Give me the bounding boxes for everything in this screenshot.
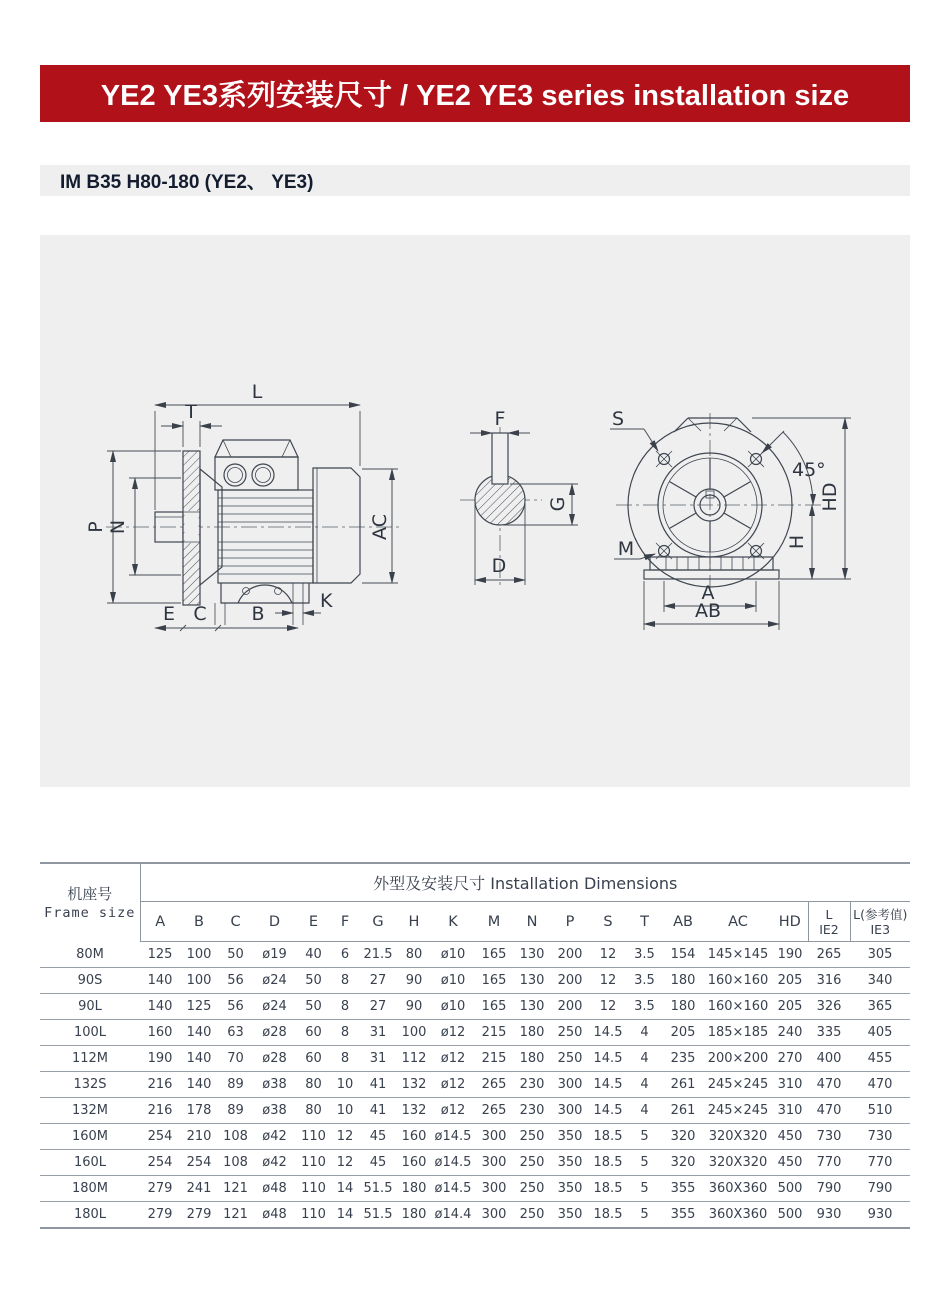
dimension-cell: 178 [180,1098,218,1124]
dimension-cell: 140 [140,994,180,1020]
dimension-cell: 245×245 [704,1072,772,1098]
dimension-cell: 140 [180,1020,218,1046]
dimension-cell: 5 [627,1124,662,1150]
dimension-cell: 90 [397,994,431,1020]
dimension-cell: 160 [140,1020,180,1046]
dimension-cell: 470 [808,1072,850,1098]
dimension-cell: 300 [475,1150,513,1176]
dimension-cell: 45 [359,1124,397,1150]
dimension-cell: 254 [140,1150,180,1176]
dimension-cell: 320X320 [704,1124,772,1150]
dimension-cell: 230 [513,1098,551,1124]
dimension-cell: 89 [218,1072,253,1098]
dimension-cell: ø12 [431,1020,475,1046]
col-header-hd: HD [772,902,808,942]
dimension-cell: 215 [475,1020,513,1046]
dimension-cell: 12 [589,942,627,968]
table-row [40,1098,910,1124]
frame-size-cell: 132M [40,1098,140,1124]
dimension-cell: 14.5 [589,1098,627,1124]
dimension-cell: 132 [397,1098,431,1124]
dimension-cell: 250 [513,1124,551,1150]
dimension-cell: 130 [513,968,551,994]
dimension-cell: ø12 [431,1072,475,1098]
dim-label-s: S [611,408,625,430]
dimension-cell: 770 [850,1150,910,1176]
dimension-cell: 165 [475,968,513,994]
col-header-l-ie3 [850,902,910,942]
dim-label-ab: AB [694,600,722,622]
dimension-cell: 108 [218,1124,253,1150]
dimension-cell: 18.5 [589,1124,627,1150]
table-row [40,1124,910,1150]
dimension-cell: 140 [140,968,180,994]
dimension-cell: 279 [140,1176,180,1202]
dimension-cell: 4 [627,1072,662,1098]
dimension-cell: 320 [662,1124,704,1150]
dimension-cell: 130 [513,942,551,968]
dimension-cell: 6 [331,942,359,968]
dimension-cell: 510 [850,1098,910,1124]
page-title-banner [40,65,910,122]
dimension-cell: 250 [551,1020,589,1046]
dimension-cell: 12 [589,968,627,994]
dimension-cell: 140 [180,1046,218,1072]
table-row [40,1072,910,1098]
dimension-cell: 190 [772,942,808,968]
dimension-cell: ø10 [431,942,475,968]
col-header-ac: AC [704,902,772,942]
col-header-p: P [551,902,589,942]
dimension-cell: 470 [850,1072,910,1098]
dimension-cell: 300 [475,1176,513,1202]
dimension-cell: 160×160 [704,968,772,994]
dimension-cell: 50 [218,942,253,968]
table-row [40,942,910,968]
dimension-cell: 125 [180,994,218,1020]
col-header-b: B [180,902,218,942]
table-row [40,1046,910,1072]
dimension-cell: 300 [475,1202,513,1229]
dimension-cell: 31 [359,1020,397,1046]
dimension-cell: 300 [475,1124,513,1150]
dimension-cell: 4 [627,1020,662,1046]
dimension-cell: 8 [331,1046,359,1072]
dimension-cell: 470 [808,1098,850,1124]
dim-label-angle: 45° [792,459,826,481]
col-header-f: F [331,902,359,942]
dimensions-table-body [40,942,910,1229]
dimension-cell: 41 [359,1072,397,1098]
dimension-cell: 121 [218,1202,253,1229]
dimension-cell: 56 [218,994,253,1020]
dimension-cell: 930 [808,1202,850,1229]
dimension-cell: 12 [589,994,627,1020]
dimension-cell: 165 [475,942,513,968]
dim-label-n: N [107,519,129,535]
dimension-cell: 300 [551,1098,589,1124]
motor-front-view [610,408,851,630]
dim-label-k: K [320,590,333,612]
dimension-cell: 250 [513,1150,551,1176]
dimension-cell: 265 [475,1098,513,1124]
dimension-cell: 305 [850,942,910,968]
dimension-cell: 215 [475,1046,513,1072]
dimension-cell: 270 [772,1046,808,1072]
dimension-cell: 400 [808,1046,850,1072]
dimension-cell: 180 [397,1202,431,1229]
col-header-k: K [431,902,475,942]
table-row [40,968,910,994]
dimension-cell: 5 [627,1202,662,1229]
dimension-cell: 108 [218,1150,253,1176]
shaft-section-view [460,408,578,589]
frame-size-header-zh: 机座号 [67,884,113,903]
l-ie2-top: L [825,906,833,922]
dimension-cell: 8 [331,1020,359,1046]
dimension-cell: 89 [218,1098,253,1124]
dimension-cell: ø42 [253,1150,296,1176]
dimension-cell: 790 [850,1176,910,1202]
dimension-cell: 450 [772,1150,808,1176]
dim-label-g: G [547,496,569,512]
dimension-cell: 14 [331,1202,359,1229]
dimension-cell: 185×185 [704,1020,772,1046]
col-header-ab: AB [662,902,704,942]
dimension-cell: 5 [627,1176,662,1202]
col-header-g: G [359,902,397,942]
dimension-cell: 80 [296,1098,331,1124]
dim-label-b: B [251,603,265,625]
dimension-cell: 14.5 [589,1072,627,1098]
dimension-cell: 45 [359,1150,397,1176]
frame-size-header-en: Frame size [44,904,136,921]
dimension-cell: 10 [331,1098,359,1124]
dimension-cell: 100 [397,1020,431,1046]
dimension-cell: 250 [513,1176,551,1202]
dimension-cell: 200 [551,968,589,994]
dimension-cell: 154 [662,942,704,968]
frame-size-header [40,863,140,942]
installation-drawing [40,235,910,787]
dimension-cell: 254 [180,1150,218,1176]
dimension-cell: 350 [551,1202,589,1229]
frame-size-cell: 90S [40,968,140,994]
col-header-c: C [218,902,253,942]
dimension-cell: 500 [772,1202,808,1229]
table-row [40,994,910,1020]
dimension-cell: 450 [772,1124,808,1150]
dimension-cell: 18.5 [589,1176,627,1202]
dimension-cell: 14 [331,1176,359,1202]
technical-drawing-panel [40,235,910,787]
dimension-cell: ø38 [253,1098,296,1124]
dimension-cell: 241 [180,1176,218,1202]
dimension-cell: 265 [475,1072,513,1098]
dimension-cell: 18.5 [589,1202,627,1229]
dimension-cell: 250 [513,1202,551,1229]
dimension-cell: 130 [513,994,551,1020]
installation-dimensions-header: 外型及安装尺寸 Installation Dimensions [140,863,910,902]
frame-size-cell: 132S [40,1072,140,1098]
dimension-cell: 50 [296,994,331,1020]
dimension-cell: 10 [331,1072,359,1098]
dimension-cell: 41 [359,1098,397,1124]
dimension-cell: 180 [397,1176,431,1202]
dimension-cell: 21.5 [359,942,397,968]
dimension-cell: 3.5 [627,942,662,968]
dimension-cell: 5 [627,1150,662,1176]
dimension-cell: ø10 [431,968,475,994]
dimension-cell: 8 [331,994,359,1020]
dimension-cell: 145×145 [704,942,772,968]
dimension-cell: 320 [662,1150,704,1176]
dimension-cell: ø12 [431,1098,475,1124]
dimension-cell: 180 [513,1046,551,1072]
l-ie3-top: L(参考值) [853,906,908,922]
dimension-cell: 205 [772,968,808,994]
dimension-cell: 12 [331,1150,359,1176]
motor-side-view [85,381,402,631]
dimension-cell: 200 [551,994,589,1020]
dimension-cell: 210 [180,1124,218,1150]
dim-label-m: M [617,538,635,560]
dimension-cell: 730 [850,1124,910,1150]
dimension-cell: 261 [662,1098,704,1124]
dimension-cell: 160×160 [704,994,772,1020]
dimension-cell: 4 [627,1046,662,1072]
dimension-cell: 121 [218,1176,253,1202]
dimension-cell: ø48 [253,1202,296,1229]
dim-label-a: A [701,582,715,604]
dimension-cell: 160 [397,1124,431,1150]
dimension-cell: 110 [296,1150,331,1176]
dimension-cell: 18.5 [589,1150,627,1176]
dimension-cell: 140 [180,1072,218,1098]
dimension-cell: 110 [296,1202,331,1229]
col-header-l-ie2 [808,902,850,942]
frame-size-cell: 160M [40,1124,140,1150]
dim-label-l: L [251,381,263,403]
dimension-cell: 27 [359,994,397,1020]
col-header-h: H [397,902,431,942]
dimension-cell: 326 [808,994,850,1020]
dimension-cell: 200×200 [704,1046,772,1072]
dimension-cell: 90 [397,968,431,994]
dimension-cell: 12 [331,1124,359,1150]
table-row [40,1150,910,1176]
dimension-cell: 110 [296,1124,331,1150]
dimension-cell: 455 [850,1046,910,1072]
dimension-cell: 63 [218,1020,253,1046]
dimension-cell: 3.5 [627,968,662,994]
dimension-cell: 405 [850,1020,910,1046]
frame-size-cell: 180M [40,1176,140,1202]
col-header-a: A [140,902,180,942]
dimension-cell: 350 [551,1124,589,1150]
dimension-cell: 200 [551,942,589,968]
dimension-cell: 360X360 [704,1202,772,1229]
dimension-cell: 125 [140,942,180,968]
dimension-cell: 51.5 [359,1176,397,1202]
dimension-cell: 112 [397,1046,431,1072]
dimension-cell: 240 [772,1020,808,1046]
dimension-cell: ø19 [253,942,296,968]
frame-size-cell: 112M [40,1046,140,1072]
dimension-cell: 216 [140,1072,180,1098]
dimension-cell: 300 [551,1072,589,1098]
dimension-cell: 60 [296,1020,331,1046]
dimension-cell: 14.5 [589,1046,627,1072]
dimension-cell: 180 [662,994,704,1020]
col-header-d: D [253,902,296,942]
l-ie2-bottom: IE2 [819,921,839,937]
dimension-cell: 80 [397,942,431,968]
dimension-cell: 250 [551,1046,589,1072]
dimension-cell: 110 [296,1176,331,1202]
dim-label-hd: HD [819,482,841,512]
dimension-cell: 216 [140,1098,180,1124]
frame-size-cell: 180L [40,1202,140,1229]
dimension-cell: 8 [331,968,359,994]
frame-size-cell: 100L [40,1020,140,1046]
dimension-cell: 235 [662,1046,704,1072]
dimension-cell: 27 [359,968,397,994]
dimension-cell: 245×245 [704,1098,772,1124]
dimension-cell: 205 [772,994,808,1020]
dimension-cell: 930 [850,1202,910,1229]
dimension-cell: 165 [475,994,513,1020]
col-header-t: T [627,902,662,942]
dimension-cell: 500 [772,1176,808,1202]
dimension-cell: 350 [551,1150,589,1176]
dimension-cell: 316 [808,968,850,994]
dimension-cell: 790 [808,1176,850,1202]
col-header-n: N [513,902,551,942]
dimension-cell: 51.5 [359,1202,397,1229]
dim-label-t: T [185,401,197,423]
dimension-cell: ø12 [431,1046,475,1072]
dimension-cell: 355 [662,1176,704,1202]
dim-label-e: E [162,603,176,625]
dimension-cell: 350 [551,1176,589,1202]
dimension-cell: 40 [296,942,331,968]
page-title: YE2 YE3系列安装尺寸 / YE2 YE3 series installation size [100,80,850,112]
dimension-cell: 279 [140,1202,180,1229]
dimension-cell: 365 [850,994,910,1020]
dimension-cell: ø14.5 [431,1124,475,1150]
dim-label-c: C [193,603,207,625]
frame-size-cell: 80M [40,942,140,968]
dimension-cell: 31 [359,1046,397,1072]
dimension-cell: ø24 [253,994,296,1020]
dimension-cell: 80 [296,1072,331,1098]
dim-label-f: F [494,408,506,430]
dimension-cell: 730 [808,1124,850,1150]
dimension-cell: 770 [808,1150,850,1176]
dimension-cell: 261 [662,1072,704,1098]
dimension-cell: 355 [662,1202,704,1229]
dimension-cell: 360X360 [704,1176,772,1202]
table-row [40,1176,910,1202]
dimension-cell: 340 [850,968,910,994]
dimension-cell: ø14.4 [431,1202,475,1229]
table-row [40,1020,910,1046]
dim-label-d: D [491,555,507,577]
dimension-cell: 180 [662,968,704,994]
dimension-cell: ø38 [253,1072,296,1098]
dimension-cell: 132 [397,1072,431,1098]
dimension-cell: 205 [662,1020,704,1046]
dim-label-ac: AC [369,514,391,540]
dimension-cell: 4 [627,1098,662,1124]
dimension-cell: 230 [513,1072,551,1098]
dimension-cell: 335 [808,1020,850,1046]
dimension-cell: 320X320 [704,1150,772,1176]
dimension-cell: ø14.5 [431,1150,475,1176]
dimension-cell: 70 [218,1046,253,1072]
l-ie3-bottom: IE3 [870,921,891,937]
dimension-cell: 254 [140,1124,180,1150]
dimension-cell: 50 [296,968,331,994]
dimension-cell: 100 [180,968,218,994]
dimension-cell: ø48 [253,1176,296,1202]
dimension-cell: ø24 [253,968,296,994]
dimension-cell: ø28 [253,1046,296,1072]
dimension-cell: ø14.5 [431,1176,475,1202]
col-header-e: E [296,902,331,942]
dim-label-h: H [786,534,808,550]
frame-size-cell: 160L [40,1150,140,1176]
table-row [40,1202,910,1229]
dimension-cell: 279 [180,1202,218,1229]
dimension-cell: 310 [772,1098,808,1124]
dimension-cell: 14.5 [589,1020,627,1046]
col-header-m: M [475,902,513,942]
frame-size-cell: 90L [40,994,140,1020]
dimension-cell: 180 [513,1020,551,1046]
dimension-cell: ø10 [431,994,475,1020]
dimension-cell: 56 [218,968,253,994]
dimensions-table [40,862,910,1229]
dimension-cell: ø42 [253,1124,296,1150]
dimension-cell: 160 [397,1150,431,1176]
dim-label-p: P [85,521,107,533]
col-header-s: S [589,902,627,942]
dimension-cell: 60 [296,1046,331,1072]
dimension-cell: ø28 [253,1020,296,1046]
section-subtitle: IM B35 H80-180 (YE2、 YE3) [40,165,910,196]
dimension-cell: 3.5 [627,994,662,1020]
dimension-cell: 265 [808,942,850,968]
dimension-cell: 310 [772,1072,808,1098]
dimension-cell: 100 [180,942,218,968]
dimension-cell: 190 [140,1046,180,1072]
